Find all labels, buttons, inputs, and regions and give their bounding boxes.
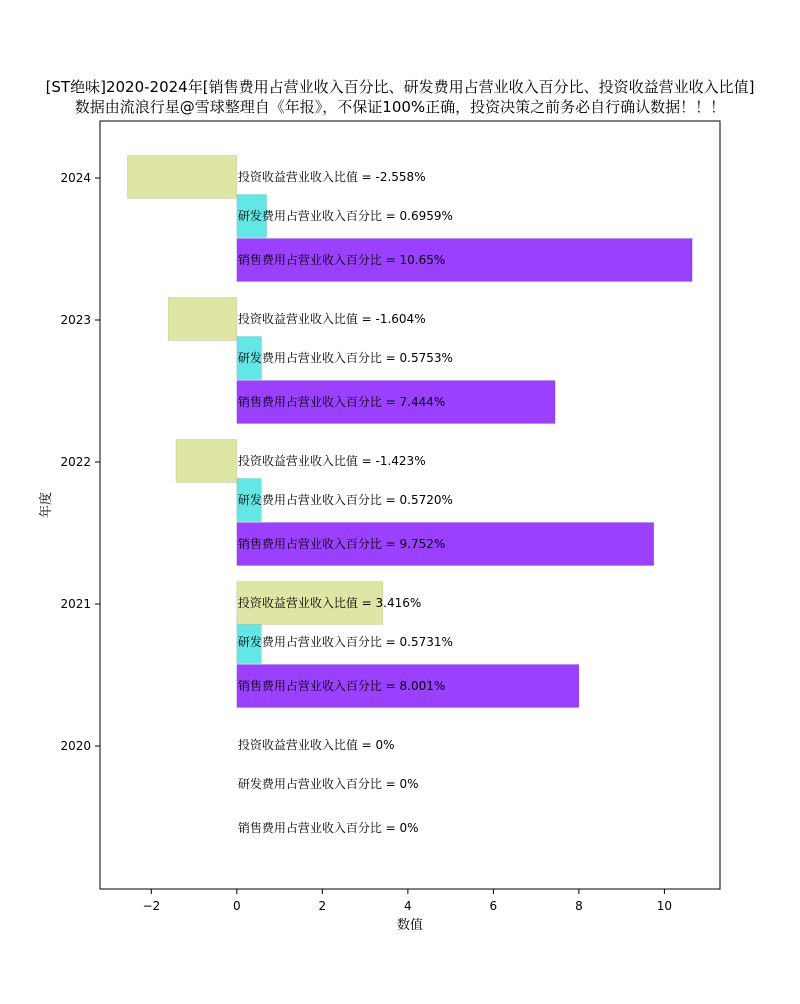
bar-label-2024-series-2: 投资收益营业收入比值 = -2.558% [237,170,426,184]
bar-2024-series-2 [127,156,236,199]
bar-label-2022-series-0: 销售费用占营业收入百分比 = 9.752% [237,537,446,551]
bar-2022-series-2 [176,440,237,483]
x-axis-ticks [142,889,672,913]
bars-layer [127,156,692,708]
x-axis-title: 数值 [396,918,424,933]
x-tick-label: 2 [318,899,327,913]
y-tick-label: 2021 [60,597,91,611]
x-tick-label: 8 [575,899,583,913]
x-tick-label: 4 [404,899,412,913]
y-axis-ticks [60,171,100,753]
bar-label-2024-series-0: 销售费用占营业收入百分比 = 10.65% [237,253,446,267]
bar-label-2020-series-2: 投资收益营业收入比值 = 0% [237,738,395,752]
chart-title-line-1: [ST绝味]2020-2024年[销售费用占营业收入百分比、研发费用占营业收入百分比、投资收益营业收入比值] [45,78,755,96]
bar-label-2022-series-1: 研发费用占营业收入百分比 = 0.5720% [237,493,453,507]
x-tick-label: 10 [656,899,673,913]
bar-label-2021-series-0: 销售费用占营业收入百分比 = 8.001% [237,679,446,693]
bar-label-2023-series-2: 投资收益营业收入比值 = -1.604% [237,312,426,326]
chart-title-line-2: 数据由流浪行星@雪球整理自《年报》，不保证100%正确，投资决策之前务必自行确认数据！！！ [74,98,726,116]
bar-label-2023-series-0: 销售费用占营业收入百分比 = 7.444% [237,395,446,409]
bar-label-2024-series-1: 研发费用占营业收入百分比 = 0.6959% [237,209,453,223]
bar-label-2022-series-2: 投资收益营业收入比值 = -1.423% [237,454,426,468]
bar-label-2020-series-0: 销售费用占营业收入百分比 = 0% [237,821,419,835]
y-tick-label: 2024 [60,171,91,185]
bar-label-2020-series-1: 研发费用占营业收入百分比 = 0% [237,777,419,791]
y-tick-label: 2022 [60,455,91,469]
y-axis-title: 年度 [39,491,54,519]
y-tick-label: 2020 [60,739,91,753]
bar-label-2021-series-1: 研发费用占营业收入百分比 = 0.5731% [237,635,453,649]
bar-2023-series-2 [168,298,237,341]
bar-label-2021-series-2: 投资收益营业收入比值 = 3.416% [237,596,422,610]
x-tick-label: 0 [233,899,241,913]
x-tick-label: 6 [489,899,498,913]
bar-label-2023-series-1: 研发费用占营业收入百分比 = 0.5753% [237,351,453,365]
y-tick-label: 2023 [60,313,91,327]
x-tick-label: −2 [142,899,161,913]
